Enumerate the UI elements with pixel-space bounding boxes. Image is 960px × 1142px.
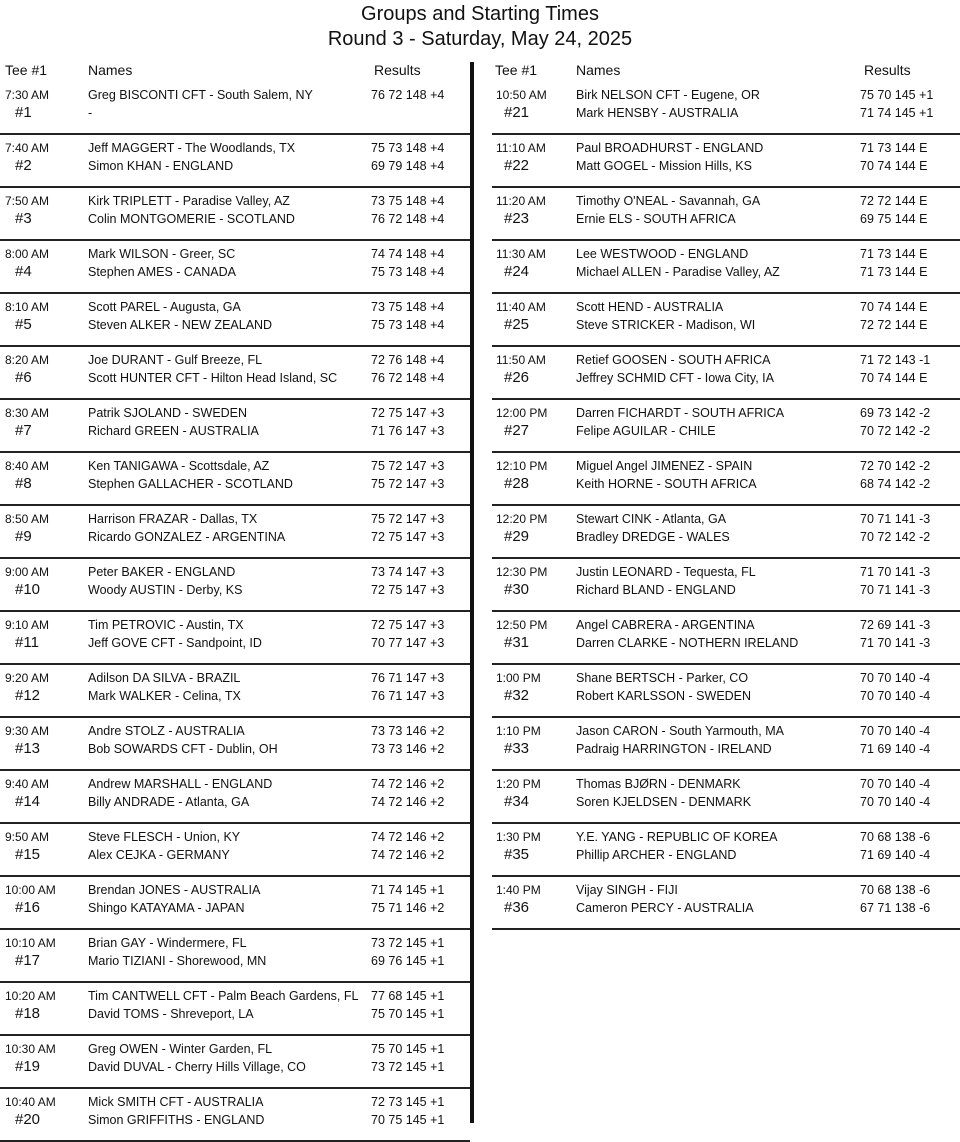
player-name: Richard BLAND - ENGLAND xyxy=(576,583,736,597)
tee-number: #35 xyxy=(504,846,530,863)
player-name: Tim PETROVIC - Austin, TX xyxy=(88,618,244,632)
player-result: 74 74 148 +4 xyxy=(371,247,445,261)
player-name: Mario TIZIANI - Shorewood, MN xyxy=(88,954,267,968)
header-results: Results xyxy=(864,62,911,78)
tee-time: 1:40 PM xyxy=(496,883,541,897)
player-name: Stephen GALLACHER - SCOTLAND xyxy=(88,477,293,491)
player-name: Robert KARLSSON - SWEDEN xyxy=(576,689,752,703)
column-header xyxy=(492,58,960,82)
player-name: David DUVAL - Cherry Hills Village, CO xyxy=(88,1060,306,1074)
player-result: 75 71 146 +2 xyxy=(371,901,445,915)
tee-number: #18 xyxy=(15,1005,41,1022)
player-result: 73 74 147 +3 xyxy=(371,565,445,579)
tee-number: #15 xyxy=(15,846,41,863)
tee-number: #24 xyxy=(504,263,530,280)
tee-number: #28 xyxy=(504,475,530,492)
player-result: 71 74 145 +1 xyxy=(860,106,934,120)
page-title: Groups and Starting Times xyxy=(361,3,599,25)
tee-time: 9:20 AM xyxy=(5,671,50,685)
tee-time: 1:10 PM xyxy=(496,724,541,738)
player-name: Felipe AGUILAR - CHILE xyxy=(576,424,716,438)
tee-group-row xyxy=(492,877,960,930)
player-result: 71 73 144 E xyxy=(860,141,928,155)
header-results: Results xyxy=(374,62,421,78)
header-names: Names xyxy=(88,62,133,78)
tee-group-row xyxy=(0,665,470,718)
tee-group-row xyxy=(0,718,470,771)
player-name: Alex CEJKA - GERMANY xyxy=(88,848,230,862)
player-name: Steve FLESCH - Union, KY xyxy=(88,830,241,844)
player-result: 69 76 145 +1 xyxy=(371,954,445,968)
player-result: 75 72 147 +3 xyxy=(371,477,445,491)
player-name: Michael ALLEN - Paradise Valley, AZ xyxy=(576,265,780,279)
player-name: Paul BROADHURST - ENGLAND xyxy=(576,141,764,155)
player-name: Lee WESTWOOD - ENGLAND xyxy=(576,247,749,261)
tee-time: 11:40 AM xyxy=(496,300,546,314)
column-divider xyxy=(470,62,474,1123)
player-name: Andrew MARSHALL - ENGLAND xyxy=(88,777,273,791)
tee-time: 10:00 AM xyxy=(5,883,56,897)
tee-number: #5 xyxy=(15,316,32,333)
tee-group-row xyxy=(492,718,960,771)
player-name: Soren KJELDSEN - DENMARK xyxy=(576,795,752,809)
player-name: Ricardo GONZALEZ - ARGENTINA xyxy=(88,530,286,544)
player-name: Colin MONTGOMERIE - SCOTLAND xyxy=(88,212,295,226)
player-result: 71 73 144 E xyxy=(860,247,928,261)
header-names: Names xyxy=(576,62,621,78)
header-tee: Tee #1 xyxy=(495,62,538,78)
player-result: 72 72 144 E xyxy=(860,194,928,208)
tee-group-row xyxy=(0,135,470,188)
tee-time: 1:30 PM xyxy=(496,830,541,844)
player-result: 70 72 142 -2 xyxy=(860,530,931,544)
tee-group-row xyxy=(492,824,960,877)
player-name: Retief GOOSEN - SOUTH AFRICA xyxy=(576,353,771,367)
tee-number: #14 xyxy=(15,793,41,810)
tee-time: 9:40 AM xyxy=(5,777,50,791)
player-name: Timothy O'NEAL - Savannah, GA xyxy=(576,194,761,208)
tee-group-row xyxy=(492,612,960,665)
player-name: Shingo KATAYAMA - JAPAN xyxy=(88,901,245,915)
tee-group-row xyxy=(0,612,470,665)
player-result: 70 70 140 -4 xyxy=(860,689,931,703)
player-name: Matt GOGEL - Mission Hills, KS xyxy=(576,159,752,173)
player-name: Darren CLARKE - NOTHERN IRELAND xyxy=(576,636,799,650)
tee-time: 8:30 AM xyxy=(5,406,50,420)
tee-group-row xyxy=(492,82,960,135)
player-result: 69 75 144 E xyxy=(860,212,928,226)
player-result: 70 70 140 -4 xyxy=(860,724,931,738)
tee-group-row xyxy=(0,877,470,930)
player-result: 76 71 147 +3 xyxy=(371,689,445,703)
player-name: Greg BISCONTI CFT - South Salem, NY xyxy=(88,88,313,102)
player-name: David TOMS - Shreveport, LA xyxy=(88,1007,254,1021)
player-name: Justin LEONARD - Tequesta, FL xyxy=(576,565,756,579)
player-name: Shane BERTSCH - Parker, CO xyxy=(576,671,749,685)
tee-number: #26 xyxy=(504,369,530,386)
player-result: 70 74 144 E xyxy=(860,371,928,385)
tee-number: #12 xyxy=(15,687,41,704)
player-result: 75 72 147 +3 xyxy=(371,512,445,526)
tee-number: #7 xyxy=(15,422,32,439)
page-subtitle: Round 3 - Saturday, May 24, 2025 xyxy=(327,28,633,50)
tee-group-row xyxy=(0,930,470,983)
player-result: 75 73 148 +4 xyxy=(371,265,445,279)
tee-time: 10:20 AM xyxy=(5,989,56,1003)
player-result: 70 70 140 -4 xyxy=(860,671,931,685)
tee-time: 7:50 AM xyxy=(5,194,50,208)
player-result: 75 73 148 +4 xyxy=(371,141,445,155)
tee-number: #29 xyxy=(504,528,530,545)
tee-time: 8:40 AM xyxy=(5,459,50,473)
player-name: Steven ALKER - NEW ZEALAND xyxy=(88,318,273,332)
tee-number: #16 xyxy=(15,899,41,916)
tee-number: #17 xyxy=(15,952,41,969)
player-name: Simon KHAN - ENGLAND xyxy=(88,159,234,173)
tee-number: #3 xyxy=(15,210,32,227)
player-result: 70 75 145 +1 xyxy=(371,1113,445,1127)
player-name: Stephen AMES - CANADA xyxy=(88,265,236,279)
player-result: 70 77 147 +3 xyxy=(371,636,445,650)
player-name: Ken TANIGAWA - Scottsdale, AZ xyxy=(88,459,270,473)
player-name: Mark WALKER - Celina, TX xyxy=(88,689,241,703)
tee-number: #25 xyxy=(504,316,530,333)
player-name: Y.E. YANG - REPUBLIC OF KOREA xyxy=(576,830,778,844)
player-result: 68 74 142 -2 xyxy=(860,477,931,491)
tee-group-row xyxy=(492,294,960,347)
tee-group-row xyxy=(0,347,470,400)
player-result: 75 72 147 +3 xyxy=(371,459,445,473)
tee-time: 10:50 AM xyxy=(496,88,547,102)
tee-group-row xyxy=(492,241,960,294)
player-name: Steve STRICKER - Madison, WI xyxy=(576,318,756,332)
player-name: Scott HEND - AUSTRALIA xyxy=(576,300,724,314)
tee-time: 10:10 AM xyxy=(5,936,56,950)
player-name: Tim CANTWELL CFT - Palm Beach Gardens, FL xyxy=(88,989,359,1003)
tee-time: 12:30 PM xyxy=(496,565,548,579)
player-result: 72 70 142 -2 xyxy=(860,459,931,473)
column-header xyxy=(0,58,470,82)
tee-time: 12:10 PM xyxy=(496,459,548,473)
player-result: 70 68 138 -6 xyxy=(860,883,931,897)
tee-number: #34 xyxy=(504,793,530,810)
player-result: 72 72 144 E xyxy=(860,318,928,332)
tee-time: 9:30 AM xyxy=(5,724,50,738)
player-name: Angel CABRERA - ARGENTINA xyxy=(576,618,755,632)
tee-time: 10:40 AM xyxy=(5,1095,56,1109)
player-name: Bradley DREDGE - WALES xyxy=(576,530,730,544)
player-result: 70 70 140 -4 xyxy=(860,777,931,791)
player-result: 70 72 142 -2 xyxy=(860,424,931,438)
tee-time: 8:50 AM xyxy=(5,512,50,526)
tee-time: 12:50 PM xyxy=(496,618,548,632)
player-result: 76 71 147 +3 xyxy=(371,671,445,685)
player-name: Keith HORNE - SOUTH AFRICA xyxy=(576,477,757,491)
tee-number: #19 xyxy=(15,1058,41,1075)
player-result: 71 70 141 -3 xyxy=(860,565,931,579)
player-result: 71 69 140 -4 xyxy=(860,848,931,862)
player-result: 74 72 146 +2 xyxy=(371,830,445,844)
tee-group-row xyxy=(492,453,960,506)
tee-time: 11:30 AM xyxy=(496,247,546,261)
tee-number: #22 xyxy=(504,157,530,174)
player-result: 73 72 145 +1 xyxy=(371,1060,445,1074)
left-groups xyxy=(0,82,470,1142)
tee-time: 9:10 AM xyxy=(5,618,50,632)
player-name: Richard GREEN - AUSTRALIA xyxy=(88,424,259,438)
player-name: Jeff GOVE CFT - Sandpoint, ID xyxy=(88,636,262,650)
player-name: Jason CARON - South Yarmouth, MA xyxy=(576,724,784,738)
tee-number: #20 xyxy=(15,1111,41,1128)
player-result: 74 72 146 +2 xyxy=(371,795,445,809)
player-result: 72 69 141 -3 xyxy=(860,618,931,632)
player-result: 70 74 144 E xyxy=(860,159,928,173)
player-name: Billy ANDRADE - Atlanta, GA xyxy=(88,795,250,809)
player-result: 75 70 145 +1 xyxy=(860,88,934,102)
player-result: 72 76 148 +4 xyxy=(371,353,445,367)
tee-number: #31 xyxy=(504,634,530,651)
player-result: 73 73 146 +2 xyxy=(371,742,445,756)
tee-time: 8:10 AM xyxy=(5,300,50,314)
player-result: 73 75 148 +4 xyxy=(371,194,445,208)
player-name: Mark HENSBY - AUSTRALIA xyxy=(576,106,739,120)
player-result: 71 76 147 +3 xyxy=(371,424,445,438)
player-result: 72 75 147 +3 xyxy=(371,406,445,420)
tee-time: 1:00 PM xyxy=(496,671,541,685)
left-column xyxy=(0,58,470,1142)
tee-number: #23 xyxy=(504,210,530,227)
player-name: Jeff MAGGERT - The Woodlands, TX xyxy=(88,141,296,155)
player-result: 70 71 141 -3 xyxy=(860,583,931,597)
tee-time: 12:00 PM xyxy=(496,406,548,420)
player-result: 70 68 138 -6 xyxy=(860,830,931,844)
player-result: 76 72 148 +4 xyxy=(371,88,445,102)
player-name: Padraig HARRINGTON - IRELAND xyxy=(576,742,772,756)
tee-group-row xyxy=(0,400,470,453)
header-tee: Tee #1 xyxy=(5,62,48,78)
player-name: Peter BAKER - ENGLAND xyxy=(88,565,236,579)
tee-number: #21 xyxy=(504,104,530,121)
tee-number: #10 xyxy=(15,581,41,598)
tee-time: 11:10 AM xyxy=(496,141,546,155)
player-name: Bob SOWARDS CFT - Dublin, OH xyxy=(88,742,278,756)
tee-time: 9:50 AM xyxy=(5,830,50,844)
tee-time: 1:20 PM xyxy=(496,777,541,791)
player-result: 75 70 145 +1 xyxy=(371,1042,445,1056)
player-name: Adilson DA SILVA - BRAZIL xyxy=(88,671,241,685)
tee-group-row xyxy=(0,82,470,135)
player-name: Birk NELSON CFT - Eugene, OR xyxy=(576,88,760,102)
tee-group-row xyxy=(492,135,960,188)
tee-group-row xyxy=(0,824,470,877)
player-name: Mark WILSON - Greer, SC xyxy=(88,247,236,261)
player-name: Simon GRIFFITHS - ENGLAND xyxy=(88,1113,265,1127)
player-name: Miguel Angel JIMENEZ - SPAIN xyxy=(576,459,753,473)
player-result: 72 73 145 +1 xyxy=(371,1095,445,1109)
tee-group-row xyxy=(492,188,960,241)
tee-number: #11 xyxy=(15,634,39,651)
tee-number: #30 xyxy=(504,581,530,598)
tee-time: 8:20 AM xyxy=(5,353,50,367)
tee-group-row xyxy=(0,771,470,824)
player-result: 70 74 144 E xyxy=(860,300,928,314)
player-result: 75 73 148 +4 xyxy=(371,318,445,332)
player-result: 72 75 147 +3 xyxy=(371,583,445,597)
player-result: 72 75 147 +3 xyxy=(371,618,445,632)
player-result: 76 72 148 +4 xyxy=(371,212,445,226)
player-name: Kirk TRIPLETT - Paradise Valley, AZ xyxy=(88,194,290,208)
player-result: 77 68 145 +1 xyxy=(371,989,445,1003)
player-result: 73 72 145 +1 xyxy=(371,936,445,950)
player-result: 73 75 148 +4 xyxy=(371,300,445,314)
tee-group-row xyxy=(492,506,960,559)
player-result: 75 70 145 +1 xyxy=(371,1007,445,1021)
tee-time: 8:00 AM xyxy=(5,247,50,261)
player-name: Greg OWEN - Winter Garden, FL xyxy=(88,1042,273,1056)
tee-number: #4 xyxy=(15,263,32,280)
player-result: 71 70 141 -3 xyxy=(860,636,931,650)
player-result: 73 73 146 +2 xyxy=(371,724,445,738)
player-result: 76 72 148 +4 xyxy=(371,371,445,385)
tee-group-row xyxy=(492,665,960,718)
player-name: - xyxy=(88,106,93,120)
player-name: Ernie ELS - SOUTH AFRICA xyxy=(576,212,736,226)
player-result: 71 69 140 -4 xyxy=(860,742,931,756)
player-name: Patrik SJOLAND - SWEDEN xyxy=(88,406,248,420)
right-groups xyxy=(492,82,960,930)
tee-time: 7:40 AM xyxy=(5,141,50,155)
tee-number: #27 xyxy=(504,422,530,439)
tee-time: 11:50 AM xyxy=(496,353,546,367)
right-column xyxy=(492,58,960,930)
tee-number: #8 xyxy=(15,475,32,492)
tee-group-row xyxy=(0,559,470,612)
tee-group-row xyxy=(0,453,470,506)
player-name: Brian GAY - Windermere, FL xyxy=(88,936,247,950)
tee-group-row xyxy=(0,506,470,559)
tee-group-row xyxy=(492,771,960,824)
tee-number: #6 xyxy=(15,369,32,386)
tee-time: 12:20 PM xyxy=(496,512,548,526)
tee-group-row xyxy=(0,188,470,241)
tee-time: 10:30 AM xyxy=(5,1042,56,1056)
tee-group-row xyxy=(0,983,470,1036)
player-name: Scott HUNTER CFT - Hilton Head Island, SC xyxy=(88,371,338,385)
player-result: 70 70 140 -4 xyxy=(860,795,931,809)
player-result: 69 79 148 +4 xyxy=(371,159,445,173)
player-name: Woody AUSTIN - Derby, KS xyxy=(88,583,243,597)
player-name: Thomas BJØRN - DENMARK xyxy=(576,777,741,791)
player-result: 74 72 146 +2 xyxy=(371,848,445,862)
tee-number: #32 xyxy=(504,687,530,704)
player-name: Jeffrey SCHMID CFT - Iowa City, IA xyxy=(576,371,774,385)
player-name: Vijay SINGH - FIJI xyxy=(576,883,678,897)
tee-number: #36 xyxy=(504,899,530,916)
tee-group-row xyxy=(492,400,960,453)
player-name: Stewart CINK - Atlanta, GA xyxy=(576,512,727,526)
player-result: 71 73 144 E xyxy=(860,265,928,279)
tee-number: #33 xyxy=(504,740,530,757)
player-name: Mick SMITH CFT - AUSTRALIA xyxy=(88,1095,264,1109)
player-result: 69 73 142 -2 xyxy=(860,406,931,420)
tee-number: #13 xyxy=(15,740,41,757)
player-name: Scott PAREL - Augusta, GA xyxy=(88,300,241,314)
tee-group-row xyxy=(0,241,470,294)
tee-time: 9:00 AM xyxy=(5,565,50,579)
tee-group-row xyxy=(0,1036,470,1089)
player-result: 71 72 143 -1 xyxy=(860,353,931,367)
player-result: 74 72 146 +2 xyxy=(371,777,445,791)
tee-number: #1 xyxy=(15,104,32,121)
player-name: Andre STOLZ - AUSTRALIA xyxy=(88,724,245,738)
tee-group-row xyxy=(0,1089,470,1142)
tee-group-row xyxy=(492,347,960,400)
player-name: Phillip ARCHER - ENGLAND xyxy=(576,848,737,862)
tee-number: #9 xyxy=(15,528,32,545)
tee-time: 11:20 AM xyxy=(496,194,546,208)
player-name: Harrison FRAZAR - Dallas, TX xyxy=(88,512,258,526)
player-name: Brendan JONES - AUSTRALIA xyxy=(88,883,261,897)
tee-number: #2 xyxy=(15,157,32,174)
player-name: Darren FICHARDT - SOUTH AFRICA xyxy=(576,406,785,420)
tee-time: 7:30 AM xyxy=(5,88,50,102)
tee-group-row xyxy=(0,294,470,347)
player-name: Joe DURANT - Gulf Breeze, FL xyxy=(88,353,263,367)
player-result: 67 71 138 -6 xyxy=(860,901,931,915)
player-result: 70 71 141 -3 xyxy=(860,512,931,526)
player-name: Cameron PERCY - AUSTRALIA xyxy=(576,901,754,915)
tee-group-row xyxy=(492,559,960,612)
player-result: 71 74 145 +1 xyxy=(371,883,445,897)
player-result: 72 75 147 +3 xyxy=(371,530,445,544)
